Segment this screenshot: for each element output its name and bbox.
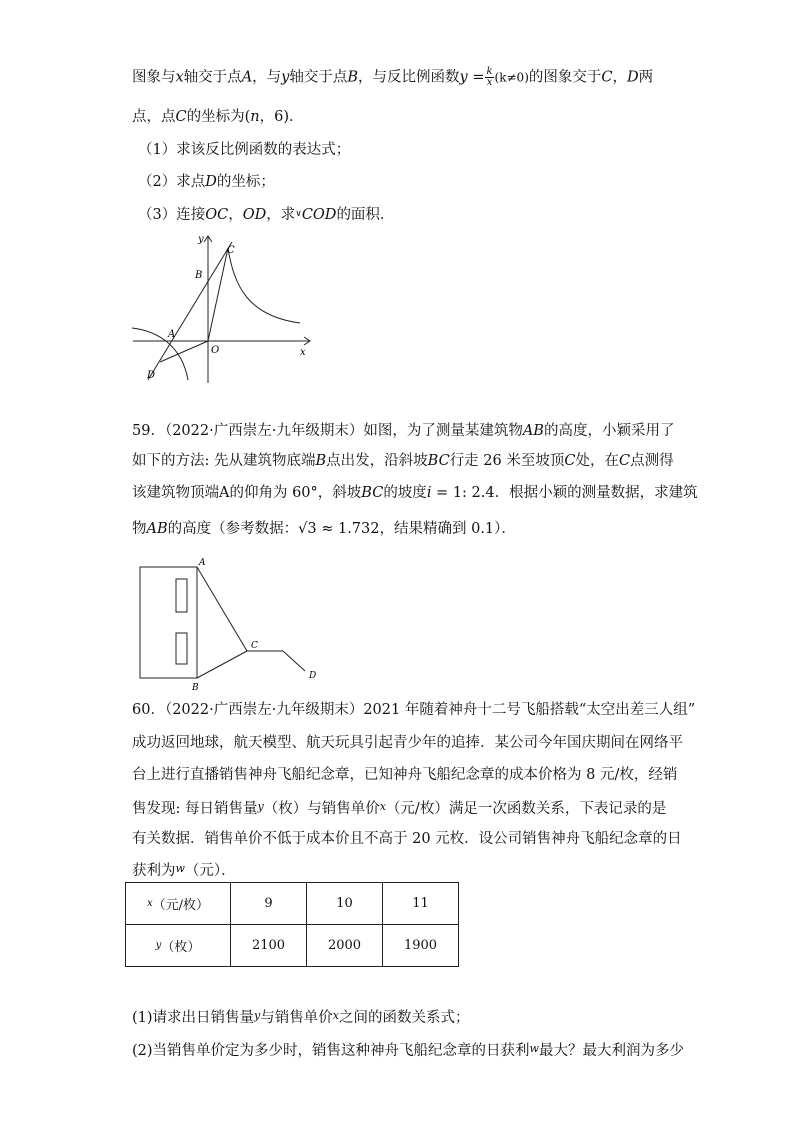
building-window-upper	[176, 579, 187, 612]
q60-sub-1: (1)请求出日销售量$^y$与销售单价$^x$之间的函数关系式；	[132, 1009, 470, 1026]
table-cell: 1900	[383, 925, 459, 967]
q60-line-1: 60．（2022·广西崇左·九年级期末）2021 年随着神舟十二号飞船搭载“太空出差三人组”	[132, 702, 696, 718]
segment-OC	[208, 248, 228, 341]
q58-line-1: 图象与x轴交于点A，与y轴交于点B，与反比例函数y = $\frac{k}{x}$ (k≠0)的图象交于C，D两	[132, 66, 654, 88]
label-C: C	[227, 245, 235, 256]
q60-line-4: 售发现: 每日销售量$^y$（枚）与销售单价$^x$（元/枚）满足一次函数关系，下表记录的是	[132, 800, 667, 817]
q60-line-3: 台上进行直播销售神舟飞船纪念章，已知神舟飞船纪念章的成本价格为 8 元/枚，经销	[132, 767, 678, 783]
hyperbola-figure	[128, 228, 318, 388]
label-A: A	[168, 329, 176, 340]
table-cell: 10	[307, 883, 383, 925]
q60-line-5: 有关数据．销售单价不低于成本价且不高于 20 元枚．设公司销售神舟飞船纪念章的日	[132, 831, 682, 847]
label-x: x	[300, 347, 306, 358]
q59-line-3: 该建筑物顶端A的仰角为 60°，斜坡BC的坡度i = 1: 2.4．根据小颖的测量数据，求建筑	[132, 485, 698, 501]
q58-part-1: （1）求该反比例函数的表达式；	[138, 142, 351, 158]
label-B: B	[192, 683, 199, 693]
label-C: C	[251, 641, 258, 651]
table-cell: 2100	[231, 925, 307, 967]
q59-line-2: 如下的方法: 先从建筑物底端B点出发，沿斜坡BC行走 26 米至坡顶C处，在C点测得	[132, 453, 674, 469]
q60-line-2: 成功返回地球，航天模型、航天玩具引起青少年的追捧．某公司今年国庆期间在网络平	[132, 735, 683, 751]
label-B: B	[195, 270, 203, 281]
segment-OD	[160, 341, 208, 362]
q59-line-4: 物AB的高度（参考数据：√3 ≈ 1.732，结果精确到 0.1）．	[132, 521, 516, 537]
table-header-cell: $^x$（元/枚）	[126, 883, 231, 925]
table-cell: 11	[383, 883, 459, 925]
label-A: A	[199, 558, 206, 568]
table-header-cell: $^y$（枚）	[126, 925, 231, 967]
hyperbola-branch-right	[228, 248, 300, 323]
q60-sub-2: (2)当销售单价定为多少时，销售这种神舟飞船纪念章的日获利$^w$最大？最大利润为多少	[132, 1042, 684, 1059]
line-AB	[148, 242, 232, 380]
q58-line-2: 点，点C的坐标为(n，6)．	[132, 109, 304, 125]
q60-line-6: 获利为$^w$（元）．	[132, 862, 236, 879]
q58-part-2: （2）求点D的坐标；	[138, 174, 275, 190]
label-O: O	[211, 345, 220, 356]
table-row	[126, 883, 459, 925]
building-rect	[140, 567, 197, 678]
table-row	[126, 925, 459, 967]
building-slope-figure	[135, 553, 330, 693]
label-D: D	[147, 370, 156, 381]
sight-line-AC	[197, 567, 247, 651]
fraction-k-over-x: $\frac{k}{x}$	[486, 66, 493, 88]
table-cell: 9	[231, 883, 307, 925]
price-sales-table	[125, 882, 459, 967]
building-window-lower	[176, 633, 187, 664]
q58-part-3: （3）连接OC，OD，求∨COD的面积．	[138, 207, 395, 223]
slope-BC	[197, 651, 247, 678]
table-cell: 2000	[307, 925, 383, 967]
hill-down-slope	[283, 651, 305, 671]
hyperbola-branch-left	[132, 328, 188, 380]
label-D: D	[309, 671, 317, 681]
label-y: y	[198, 234, 204, 245]
q59-line-1: 59．（2022·广西崇左·九年级期末）如图，为了测量某建筑物AB的高度，小颖采用了	[132, 423, 675, 439]
